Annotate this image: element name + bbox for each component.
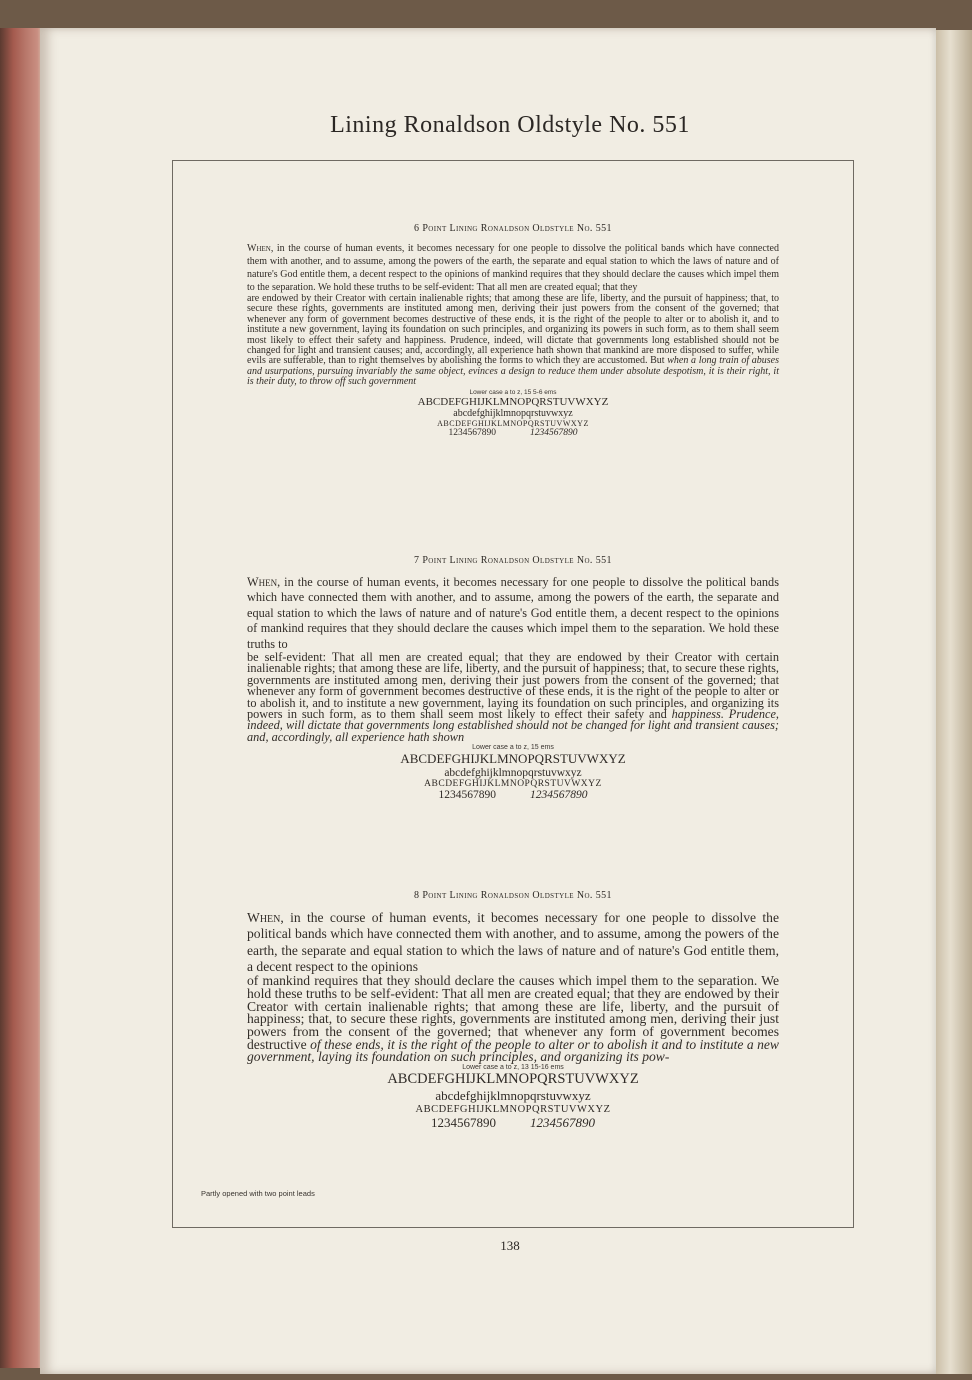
body-text-solid (247, 294, 779, 388)
lowercase-length-note: Lower case a to z, 13 15-16 ems (462, 1064, 564, 1072)
body-text-leaded: , in the course of human events, it becomes necessary for one people to dissolve the political bands which have connected them with another, and to assume, among the powers of the earth, the separate and equal station to which the laws of nature and of nature's God entitle them, a decent respect to the opinions of mankind requires that they should declare the causes which impel them to the separation. We hold these truths to be self-evident: That all men are created equal; that they (247, 243, 779, 293)
body-text-leaded: , in the course of human events, it becomes necessary for one people to dissolve the political bands which have connected them with another, and to assume, among the powers of the earth, the separate and equal station to which the laws of nature and of nature's God entitle them, a decent respect to the opinions (247, 910, 779, 974)
specimen-title: 8 Point Lining Ronaldson Oldstyle No. 551 (414, 890, 612, 901)
small-caps-alphabet: ABCDEFGHIJKLMNOPQRSTUVWXYZ (437, 418, 589, 428)
lowercase-alphabet: abcdefghijklmnopqrstuvwxyz (435, 1088, 591, 1104)
specimen-frame (172, 160, 854, 1228)
footnote: Partly opened with two point leads (201, 1189, 315, 1198)
page-title: Lining Ronaldson Oldstyle No. 551 (330, 112, 690, 138)
lowercase-length-note: Lower case a to z, 15 ems (472, 744, 554, 752)
specimen-7-point (173, 555, 853, 801)
lead-word: When (247, 243, 271, 254)
body-text-italic: happiness. Prudence, indeed, will dictate that governments long established should not be changed for light and transient causes; and, accordingly, all experience hath shown (247, 707, 779, 744)
specimen-title: 7 Point Lining Ronaldson Oldstyle No. 551 (414, 555, 612, 566)
italic-figures: 1234567890 (530, 789, 588, 802)
uppercase-alphabet: ABCDEFGHIJKLMNOPQRSTUVWXYZ (387, 1071, 639, 1088)
small-caps-alphabet: ABCDEFGHIJKLMNOPQRSTUVWXYZ (424, 779, 602, 790)
book-page-edges (0, 28, 44, 1368)
specimen-6-point (173, 223, 853, 438)
specimen-body-text (247, 242, 779, 388)
body-text-solid-roman: be self-evident: That all men are created equal; that they are endowed by their Creator with certain inalienable rights; that among these are life, liberty, and the pursuit of happiness; that, to secure these rights, governments are instituted among men, deriving their just powers from the consent of the governed; that whenever any form of government becomes destructive of these ends, it is the right of the people to alter or to abolish it, and to institute a new government, laying its foundation on such principles, and organizing its powers in such form, as to them shall seem most likely to effect their safety and (247, 650, 779, 722)
specimen-body-text (247, 910, 779, 1064)
figures-line (173, 1115, 853, 1131)
body-text-solid (247, 652, 779, 743)
roman-figures: 1234567890 (448, 427, 496, 438)
small-caps-alphabet: ABCDEFGHIJKLMNOPQRSTUVWXYZ (415, 1104, 611, 1116)
lead-word: When (247, 910, 281, 925)
lowercase-alphabet: abcdefghijklmnopqrstuvwxyz (453, 407, 573, 419)
italic-figures: 1234567890 (530, 427, 578, 438)
lowercase-alphabet: abcdefghijklmnopqrstuvwxyz (444, 767, 582, 780)
figures-line (173, 428, 853, 438)
body-text-italic: of these ends, it is the right of the people to alter or to abolish it and to institute a new government, laying its foundation on such principles, and organizing its pow- (247, 1036, 779, 1065)
specimen-8-point (173, 890, 853, 1131)
figures-line (173, 789, 853, 801)
uppercase-alphabet: ABCDEFGHIJKLMNOPQRSTUVWXYZ (400, 751, 626, 767)
body-text-solid-roman: of mankind requires that they should declare the causes which impel them to the separation. We hold these truths to be self-evident: That all men are created equal; that they are endowed by their Creator with certain inalienable rights; that among these are life, liberty, and the pursuit of happiness; that, to secure these rights, governments are instituted among men, deriving their just powers from the consent of the governed; that whenever any form of government becomes destructive (247, 973, 779, 1052)
page-number: 138 (500, 1238, 520, 1253)
right-page-edge (936, 30, 972, 1374)
specimen-body-text (247, 575, 779, 743)
body-text-italic: when a long train of abuses and usurpations, pursuing invariably the same object, evinces a design to reduce them under absolute despotism, it is their right, it is their duty, to throw off such government (247, 355, 779, 388)
body-text-leaded: , in the course of human events, it becomes necessary for one people to dissolve the political bands which have connected them with another, and to assume, among the powers of the earth, the separate and equal station to which the laws of nature and of nature's God entitle them, a decent respect to the opinions of mankind requires that they should declare the causes which impel them to the separation. We hold these truths to (247, 575, 779, 651)
specimen-title: 6 Point Lining Ronaldson Oldstyle No. 551 (414, 223, 612, 234)
uppercase-alphabet: ABCDEFGHIJKLMNOPQRSTUVWXYZ (417, 395, 609, 408)
lowercase-length-note: Lower case a to z, 15 5-6 ems (469, 388, 557, 396)
body-text-solid-roman: are endowed by their Creator with certain inalienable rights; that among these are life, liberty, and the pursuit of happiness; that, to secure these rights, governments are instituted among men, deriving their just powers from the consent of the governed; that whenever any form of government becomes destructive of these ends, it is the right of the people to alter or to abolish it, and to institute a new government, laying its foundation on such principles, and organizing its powers in such form, as to them shall seem most likely to effect their safety and happiness. Prudence, indeed, will dictate that governments long established should not be changed for light and transient causes; and, accordingly, all experience hath shown that mankind are more disposed to suffer, while evils are sufferable, than to right themselves by abolishing the forms to which they are accustomed. But (247, 293, 779, 367)
roman-figures: 1234567890 (431, 1115, 496, 1131)
italic-figures: 1234567890 (530, 1115, 595, 1131)
lead-word: When (247, 575, 278, 589)
body-text-solid (247, 975, 779, 1064)
roman-figures: 1234567890 (438, 789, 496, 802)
